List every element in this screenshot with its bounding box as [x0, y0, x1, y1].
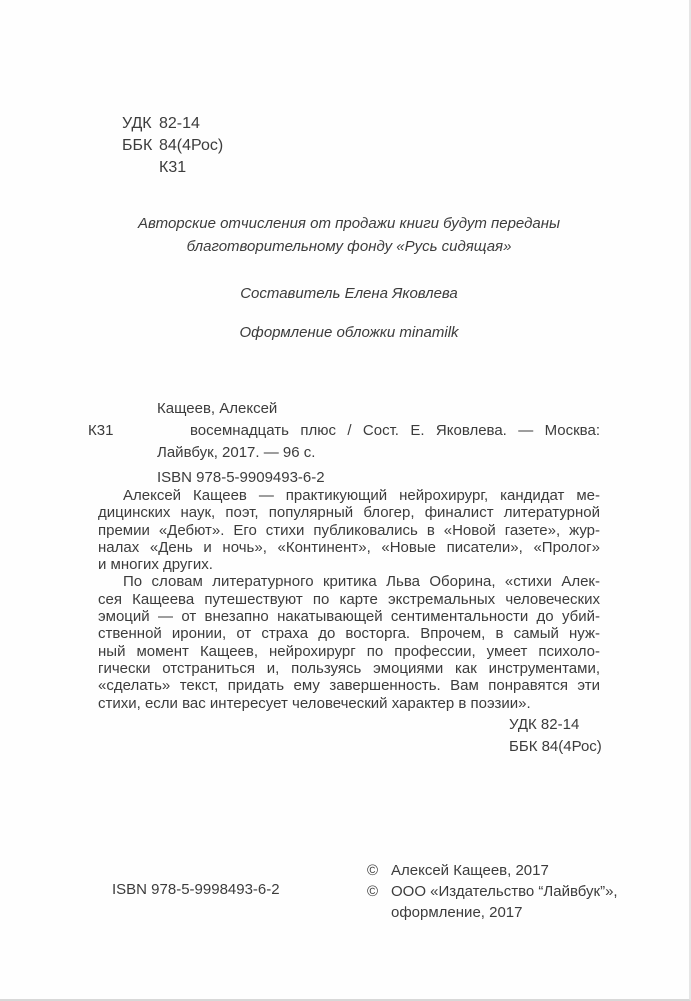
copyright-icon: © — [367, 862, 379, 879]
annotation-paragraph — [98, 487, 600, 573]
annotation-line: ный момент Кащеев, нейрохирург по профессии, умеет психоло- — [98, 642, 600, 660]
bib-title-line: Лайвбук, 2017. — 96 с. — [157, 444, 316, 461]
copyright-publisher: ООО «Издательство “Лайвбук”», — [391, 883, 618, 900]
classification-codes-top — [122, 113, 223, 179]
annotation-line: и многих других. — [98, 556, 213, 574]
cover-design-credit-text: Оформление обложки minamilk — [239, 324, 459, 341]
bbk-value: 84(4Рос) — [159, 137, 224, 154]
charity-note-line: Авторские отчисления от продажи книги будут переданы — [137, 215, 561, 232]
annotation-line: сея Кащеева путешествуют по карте экстремальных человеческих — [98, 590, 600, 608]
bbk-bottom: ББК 84(4Рос) — [509, 738, 602, 755]
isbn-bottom: ISBN 978-5-9998493-6-2 — [112, 881, 280, 898]
copyright-icon: © — [367, 883, 379, 900]
annotation-line: ственной иронии, от страха до восторга. Впрочем, в самый нуж- — [98, 625, 600, 643]
bib-author-sign: К31 — [88, 422, 114, 439]
author-sign-row — [122, 157, 223, 179]
annotation-block — [98, 487, 600, 712]
bbk-row — [122, 135, 223, 157]
udk-row — [122, 113, 223, 135]
bibliographic-record — [88, 398, 600, 489]
copyright-author: Алексей Кащеев, 2017 — [391, 862, 549, 879]
compiler-credit — [98, 282, 600, 305]
charity-note-line: благотворительному фонду «Русь сидящая» — [186, 238, 512, 255]
cover-design-credit — [98, 321, 600, 344]
author-sign-value: К31 — [159, 159, 187, 176]
classification-codes-bottom — [509, 714, 602, 758]
copyright-line — [367, 881, 618, 902]
copyright-line — [367, 902, 618, 923]
isbn-top: ISBN 978-5-9909493-6-2 — [157, 469, 325, 486]
annotation-line: «сделать» текст, придать ему завершенность. Вам понравятся эти — [98, 677, 600, 695]
copyright-design: оформление, 2017 — [391, 904, 523, 921]
udk-bottom: УДК 82-14 — [509, 716, 580, 733]
annotation-paragraph — [98, 573, 600, 711]
udk-value: 82-14 — [159, 115, 200, 132]
bbk-label: ББК — [122, 137, 153, 154]
annotation-line: налах «День и ночь», «Континент», «Новые писатели», «Пролог» — [98, 538, 600, 556]
copyright-line — [367, 860, 618, 881]
annotation-line: гически отстраниться и, пользуясь эмоциями как инструментами, — [98, 659, 600, 677]
bib-author: Кащеев, Алексей — [157, 400, 278, 417]
charity-note — [98, 212, 600, 258]
copyright-block — [367, 860, 618, 923]
bib-title-block — [88, 420, 600, 464]
annotation-line: По словам литературного критика Льва Оборина, «стихи Алек- — [123, 573, 600, 591]
annotation-line: эмоций — от внезапно накатывающей сентиментальности до убий- — [98, 608, 600, 626]
annotation-line: дицинских наук, поэт, популярный блогер, финалист литературной — [98, 504, 600, 522]
udk-label: УДК — [122, 115, 152, 132]
annotation-line: премии «Дебют». Его стихи публиковались в «Новой газете», жур- — [98, 521, 600, 539]
annotation-line: стихи, если вас интересует человеческий характер в поэзии». — [98, 694, 531, 712]
author-sign-spacer — [122, 157, 159, 179]
bib-title-line: восемнадцать плюс / Сост. Е. Яковлева. — Москва: — [190, 422, 600, 439]
compiler-credit-text: Составитель Елена Яковлева — [240, 285, 458, 302]
annotation-line: Алексей Кащеев — практикующий нейрохирург, кандидат ме- — [123, 487, 600, 504]
